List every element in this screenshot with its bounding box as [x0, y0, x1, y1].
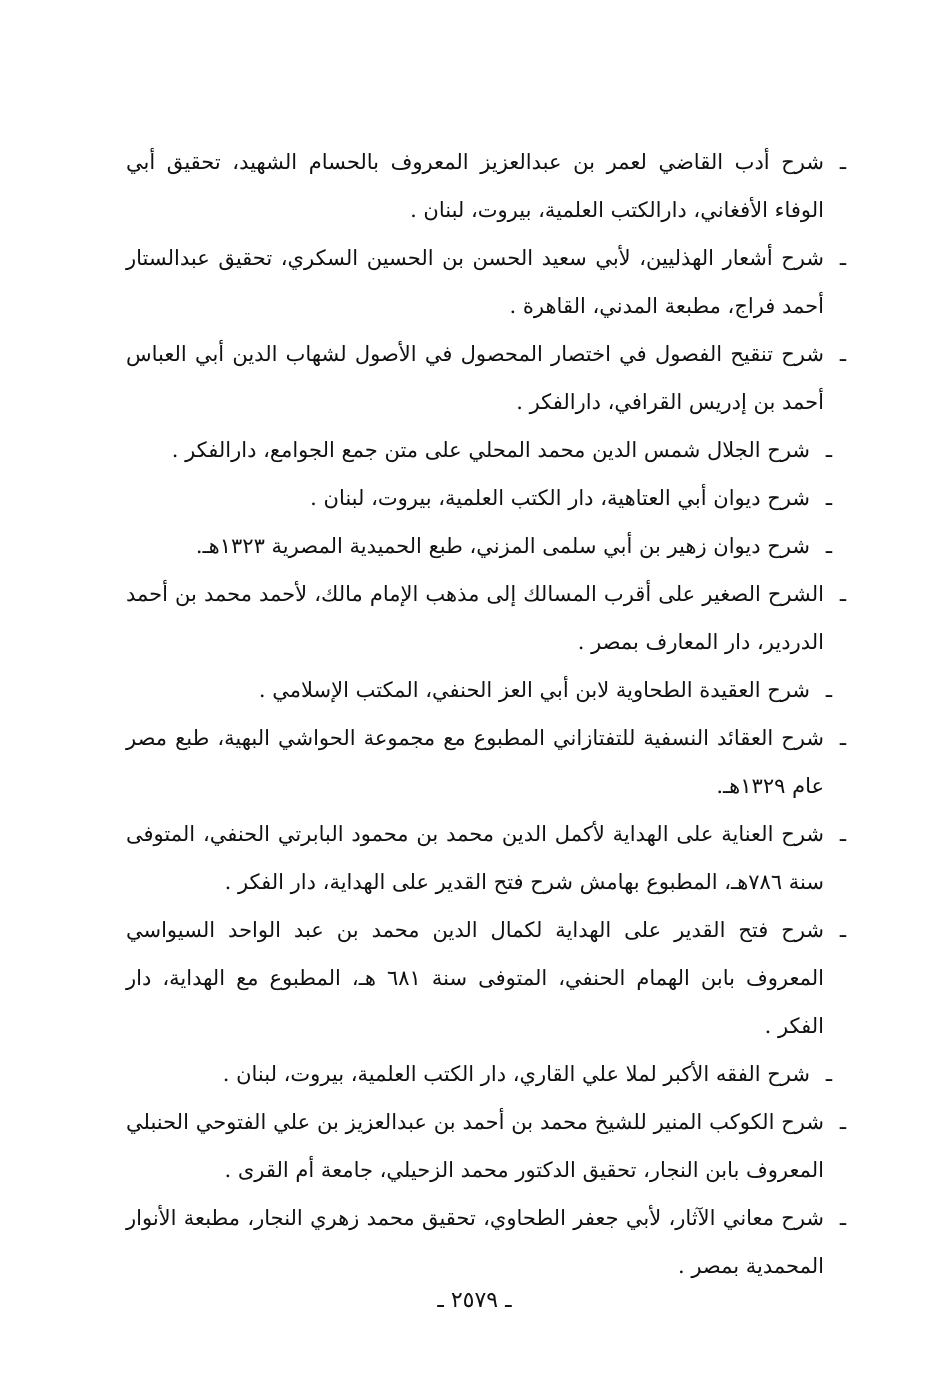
bibliography-entry: ـ شرح ديوان أبي العتاهية، دار الكتب العلمية، بيروت، لبنان .	[126, 474, 846, 522]
bibliography-entry: ـ شرح الفقه الأكبر لملا علي القاري، دار الكتب العلمية، بيروت، لبنان .	[126, 1050, 846, 1098]
bibliography-entry: ـ شرح ديوان زهير بن أبي سلمى المزني، طبع الحميدية المصرية ١٣٢٣هـ.	[126, 522, 846, 570]
bibliography-entry: ـ شرح العناية على الهداية لأكمل الدين محمد بن محمود البابرتي الحنفي، المتوفى سنة ٧٨٦هـ، المطبوع بهامش شرح فتح القدير على الهداية، دار الفكر .	[126, 810, 846, 906]
bibliography-entry: ـ شرح أشعار الهذليين، لأبي سعيد الحسن بن الحسين السكري، تحقيق عبدالستار أحمد فراج، مطبعة المدني، القاهرة .	[126, 234, 846, 330]
bibliography-entry: ـ شرح تنقيح الفصول في اختصار المحصول في الأصول لشهاب الدين أبي العباس أحمد بن إدريس القرافي، دارالفكر .	[126, 330, 846, 426]
bibliography-entry: ـ شرح العقائد النسفية للتفتازاني المطبوع مع مجموعة الحواشي البهية، طبع مصر عام ١٣٢٩هـ.	[126, 714, 846, 810]
bibliography-entry: ـ الشرح الصغير على أقرب المسالك إلى مذهب الإمام مالك، لأحمد محمد بن أحمد الدردير، دار المعارف بمصر .	[126, 570, 846, 666]
page-number: ـ ٢٥٧٩ ـ	[437, 1288, 512, 1313]
bibliography-entry: ـ شرح معاني الآثار، لأبي جعفر الطحاوي، تحقيق محمد زهري النجار، مطبعة الأنوار المحمدية بمصر .	[126, 1194, 846, 1290]
bibliography-list	[126, 138, 846, 1290]
bibliography-entry: ـ شرح أدب القاضي لعمر بن عبدالعزيز المعروف بالحسام الشهيد، تحقيق أبي الوفاء الأفغاني، دارالكتب العلمية، بيروت، لبنان .	[126, 138, 846, 234]
bibliography-entry: ـ شرح فتح القدير على الهداية لكمال الدين محمد بن عبد الواحد السيواسي المعروف بابن الهمام الحنفي، المتوفى سنة ٦٨١ هـ، المطبوع مع الهداية، دار الفكر .	[126, 906, 846, 1050]
bibliography-entry: ـ شرح العقيدة الطحاوية لابن أبي العز الحنفي، المكتب الإسلامي .	[126, 666, 846, 714]
bibliography-entry: ـ شرح الجلال شمس الدين محمد المحلي على متن جمع الجوامع، دارالفكر .	[126, 426, 846, 474]
bibliography-entry: ـ شرح الكوكب المنير للشيخ محمد بن أحمد بن عبدالعزيز بن علي الفتوحي الحنبلي المعروف بابن النجار، تحقيق الدكتور محمد الزحيلي، جامعة أم القرى .	[126, 1098, 846, 1194]
